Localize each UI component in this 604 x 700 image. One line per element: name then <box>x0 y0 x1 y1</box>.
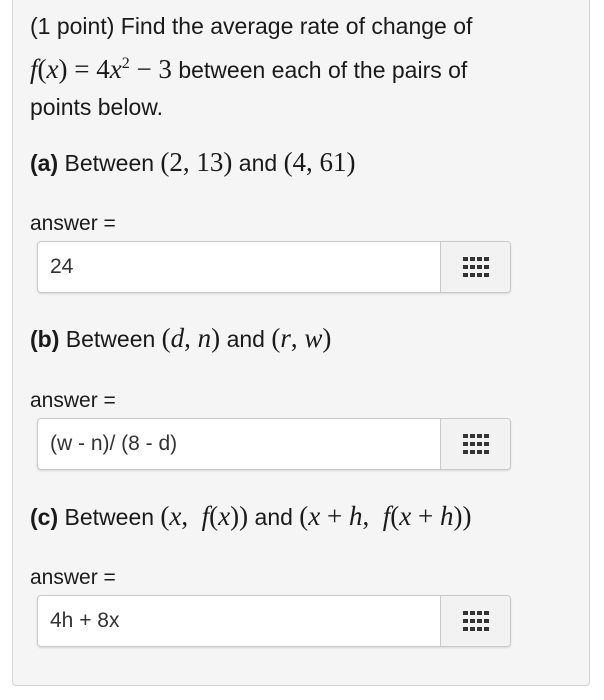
part-a-and: and <box>238 150 278 176</box>
part-a-answer-row <box>37 241 511 293</box>
grid-icon <box>463 434 489 454</box>
part-c-letter: (c) <box>30 504 59 530</box>
part-c-point-2: (x + h, f(x + h)) <box>299 501 472 531</box>
part-b-answer-label: answer = <box>30 389 116 412</box>
part-b-between: Between <box>65 326 156 352</box>
intro-suffix-2: points below. <box>30 94 163 120</box>
part-b-equation-palette-button[interactable] <box>440 419 510 469</box>
part-b-answer-row <box>37 418 511 470</box>
part-c-between: Between <box>64 504 155 530</box>
part-c-answer-input[interactable] <box>38 596 441 646</box>
grid-icon <box>463 611 489 631</box>
part-a-point-1: (2, 13) <box>160 147 233 177</box>
part-a-letter: (a) <box>30 150 59 176</box>
part-b-answer-input[interactable] <box>38 419 441 469</box>
part-b-and: and <box>226 326 265 352</box>
part-a-point-2: (4, 61) <box>283 147 356 177</box>
part-a-between: Between <box>64 150 155 176</box>
grid-icon <box>463 257 489 277</box>
part-a-answer-label: answer = <box>30 212 116 235</box>
function-expression: $f(x) = 4x^2 - 3$ <box>30 54 172 84</box>
part-c-equation-palette-button[interactable] <box>440 596 510 646</box>
intro-suffix-1: between each of the pairs of <box>178 57 468 83</box>
part-c-answer-row <box>37 595 511 647</box>
part-b-letter: (b) <box>30 326 60 352</box>
problem-statement <box>30 8 575 126</box>
part-a-equation-palette-button[interactable] <box>440 242 510 292</box>
part-c-point-1: (x, f(x)) <box>160 501 249 531</box>
part-b-title <box>30 322 331 355</box>
part-c-title <box>30 500 471 533</box>
part-b-point-2: (r, w) <box>271 323 332 353</box>
part-a-answer-input[interactable] <box>38 242 441 292</box>
part-b-point-1: (d, n) <box>161 323 221 353</box>
intro-prefix: (1 point) Find the average rate of change of <box>30 13 473 39</box>
part-a-title <box>30 146 356 179</box>
part-c-and: and <box>254 504 293 530</box>
part-c-answer-label: answer = <box>30 566 116 589</box>
